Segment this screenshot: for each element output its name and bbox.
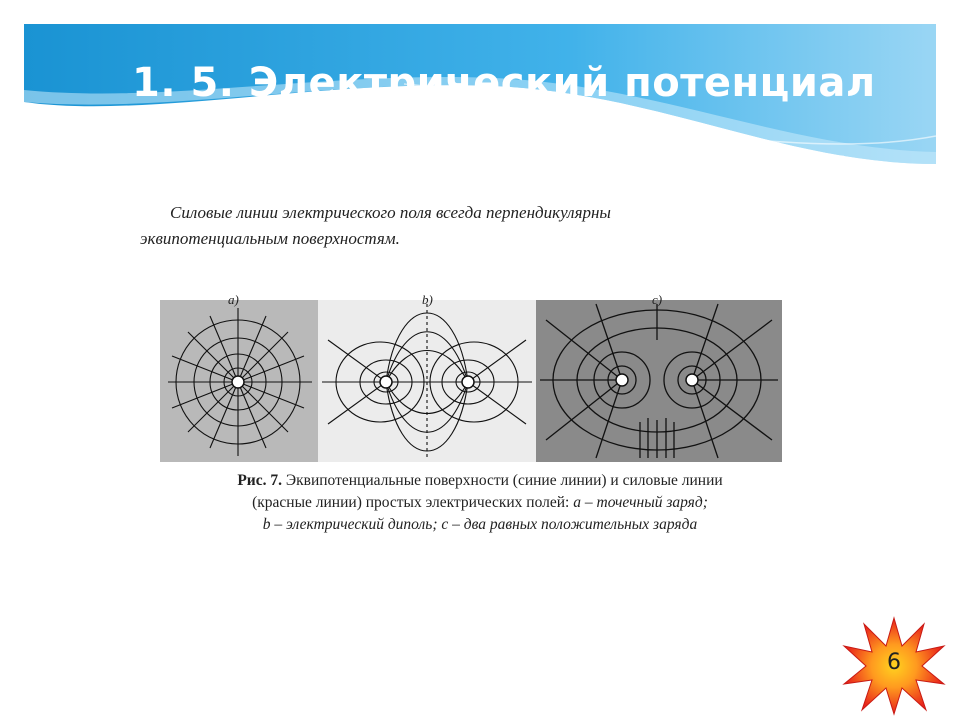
caption-line-1: [140, 470, 820, 492]
caption-line-2: [140, 492, 820, 514]
page-number: 6: [887, 650, 901, 675]
caption-line-2-text: (красные линии) простых электрических полей:: [252, 494, 574, 511]
panel-label-b: b): [422, 292, 433, 307]
caption-line-3-italic: b – электрический диполь; c – два равных положительных заряда: [262, 516, 698, 533]
statement-line-1: Силовые линии электрического поля всегда перпендикулярны: [170, 203, 611, 222]
caption-line-1-text: Эквипотенциальные поверхности (синие линии) и силовые линии: [281, 472, 723, 489]
figure-caption: [140, 470, 820, 536]
page-number-badge: [842, 616, 946, 716]
slide-header: [24, 24, 936, 164]
panel-label-a: a): [228, 292, 239, 307]
slide-title: 1. 5. Электрический потенциал: [132, 60, 876, 106]
statement-text: [140, 200, 830, 252]
caption-line-2-italic: a – точечный заряд;: [573, 494, 708, 511]
panel-point-charge: [160, 300, 318, 462]
panel-two-positive-charges: [536, 300, 782, 462]
statement-line-2: эквипотенциальным поверхностям.: [140, 229, 400, 248]
field-figure: [160, 292, 782, 462]
caption-figure-number: Рис. 7.: [237, 472, 282, 489]
caption-line-3: [140, 514, 820, 536]
panel-label-c: c): [652, 292, 663, 307]
panel-dipole: [318, 300, 536, 462]
